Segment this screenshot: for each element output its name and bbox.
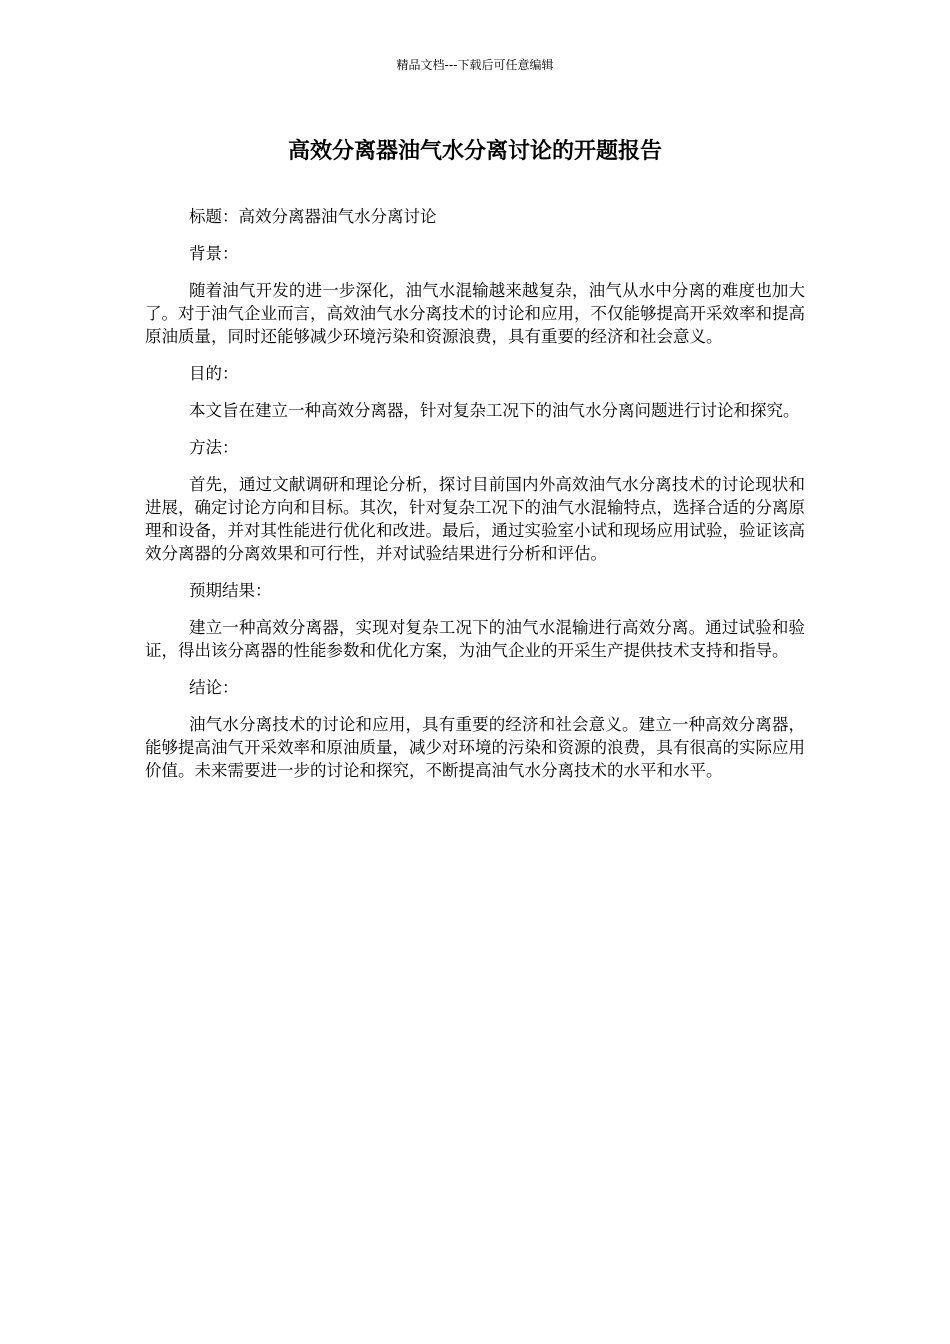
section-heading-purpose: 目的： <box>189 364 239 383</box>
title-line: 标题：高效分离器油气水分离讨论 <box>189 207 437 226</box>
paragraph-conclusion: 油气水分离技术的讨论和应用，具有重要的经济和社会意义。建立一种高效分离器，能够提高油气开采效率和原油质量，减少对环境的污染和资源的浪费，具有很高的实际应用价值。未来需要进一步的讨论和探究，不断提高油气水分离技术的水平和水平。 <box>145 715 805 780</box>
section-heading-expected-results: 预期结果： <box>189 581 272 600</box>
section-heading-conclusion: 结论： <box>189 678 239 697</box>
section-heading-method: 方法： <box>189 438 239 457</box>
page-header-watermark: 精品文档---下载后可任意编辑 <box>396 58 554 72</box>
section-heading-background: 背景： <box>189 244 239 263</box>
document-title: 高效分离器油气水分离讨论的开题报告 <box>287 139 662 164</box>
paragraph-background: 随着油气开发的进一步深化，油气水混输越来越复杂，油气从水中分离的难度也加大了。对于油气企业而言，高效油气水分离技术的讨论和应用，不仅能够提高开采效率和提高原油质量，同时还能够减少环境污染和资源浪费，具有重要的经济和社会意义。 <box>145 281 805 346</box>
paragraph-purpose: 本文旨在建立一种高效分离器，针对复杂工况下的油气水分离问题进行讨论和探究。 <box>189 401 800 420</box>
paragraph-expected-results: 建立一种高效分离器，实现对复杂工况下的油气水混输进行高效分离。通过试验和验证，得出该分离器的性能参数和优化方案，为油气企业的开采生产提供技术支持和指导。 <box>145 618 805 660</box>
paragraph-method: 首先，通过文献调研和理论分析，探讨目前国内外高效油气水分离技术的讨论现状和进展，确定讨论方向和目标。其次，针对复杂工况下的油气水混输特点，选择合适的分离原理和设备，并对其性能进行优化和改进。最后，通过实验室小试和现场应用试验，验证该高效分离器的分离效果和可行性，并对试验结果进行分析和评估。 <box>145 475 805 563</box>
document-body <box>145 205 805 796</box>
